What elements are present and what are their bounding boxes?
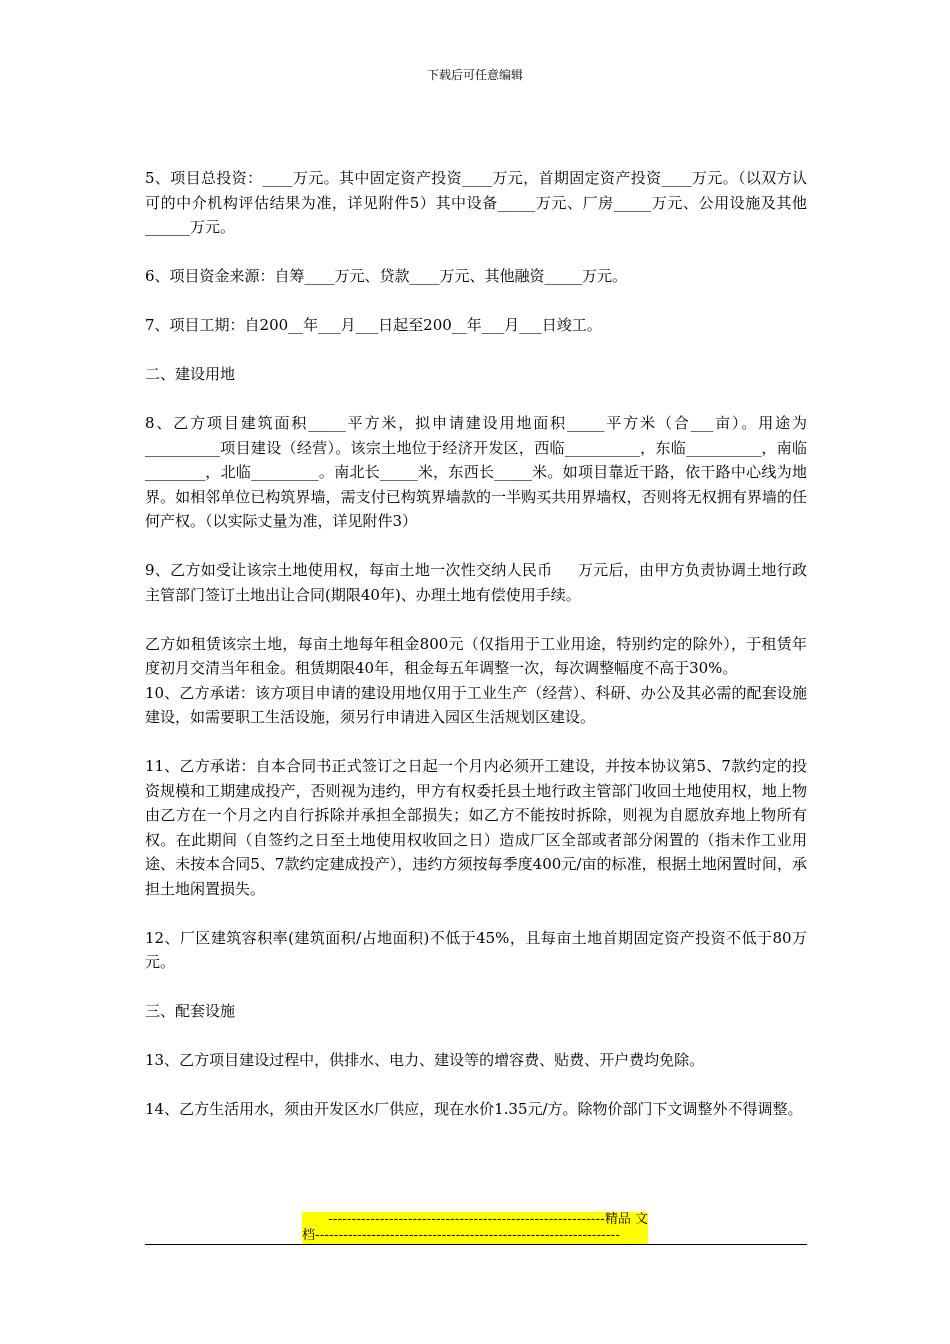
paragraph-item-5: 5、项目总投资：____万元。其中固定资产投资____万元，首期固定资产投资____万元。（以双方认可的中介机构评估结果为准，详见附件5）其中设备_____万元、厂房_____万元、公用设施及其他______万元。 [145,169,807,236]
footer-rule [145,1244,807,1245]
paragraph-item-8: 8、乙方项目建筑面积_____平方米，拟申请建设用地面积_____平方米（合___亩）。用途为__________项目建设（经营）。该宗土地位于经济开发区，西临__________，东临__________，南临________，北临_________。南北长_____米，东西长_____米。如项目靠近干路，依干路中心线为地界。如相邻单位已构筑界墙，需支付已构筑界墙款的一半购买共用界墙权，否则将无权拥有界墙的任何产权。（以实际丈量为准，详见附件3） [145,414,807,530]
section-heading-land: 二、建设用地 [145,365,236,383]
paragraph-lease: 乙方如租赁该宗土地，每亩土地每年租金800元（仅指用于工业用途，特别约定的除外），于租赁年度初月交清当年租金。租赁期限40年，租金每五年调整一次，每次调整幅度不高于30%。 [145,634,807,677]
footer-highlight [302,1212,648,1244]
paragraph-item-7: 7、项目工期：自200__年___月___日起至200__年___月___日竣工。 [145,316,602,334]
document-body [145,166,807,1122]
paragraph-item-12: 12、厂区建筑容积率(建筑面积/占地面积)不低于45%，且每亩土地首期固定资产投资不低于80万元。 [145,928,807,971]
paragraph-item-11: 11、乙方承诺：自本合同书正式签订之日起一个月内必须开工建设，并按本协议第5、7款约定的投资规模和工期建成投产，否则视为违约，甲方有权委托县土地行政主管部门收回土地使用权，地上物由乙方在一个月之内自行拆除并承担全部损失；如乙方不能按时拆除，则视为自愿放弃地上物所有权。在此期间（自签约之日至土地使用权收回之日）造成厂区全部或者部分闲置的（指未作工业用途、未按本合同5、7款约定建成投产），违约方须按每季度400元/亩的标准，根据土地闲置时间，承担土地闲置损失。 [145,757,807,898]
footer-line-1: -----------------------------------------------------------精品 文 [328,1212,648,1227]
paragraph-item-10: 10、乙方承诺：该方项目申请的建设用地仅用于工业生产（经营）、科研、办公及其必需的配套设施建设，如需要职工生活设施，须另行申请进入园区生活规划区建设。 [145,683,807,726]
section-heading-facilities: 三、配套设施 [145,1002,236,1020]
footer-line-2: 档----------------------------------------------------------------- [302,1228,620,1243]
paragraph-item-9: 9、乙方如受让该宗土地使用权，每亩土地一次性交纳人民币 万元后，由甲方负责协调土地行政主管部门签订土地出让合同(期限40年)、办理土地有偿使用手续。 [145,561,807,604]
page-header: 下载后可任意编辑 [426,68,523,82]
paragraph-item-6: 6、项目资金来源：自筹____万元、贷款____万元、其他融资_____万元。 [145,267,628,285]
paragraph-item-13: 13、乙方项目建设过程中，供排水、电力、建设等的增容费、贴费、开户费均免除。 [145,1051,705,1069]
paragraph-item-14: 14、乙方生活用水，须由开发区水厂供应，现在水价1.35元/方。除物价部门下文调整外不得调整。 [145,1100,803,1118]
